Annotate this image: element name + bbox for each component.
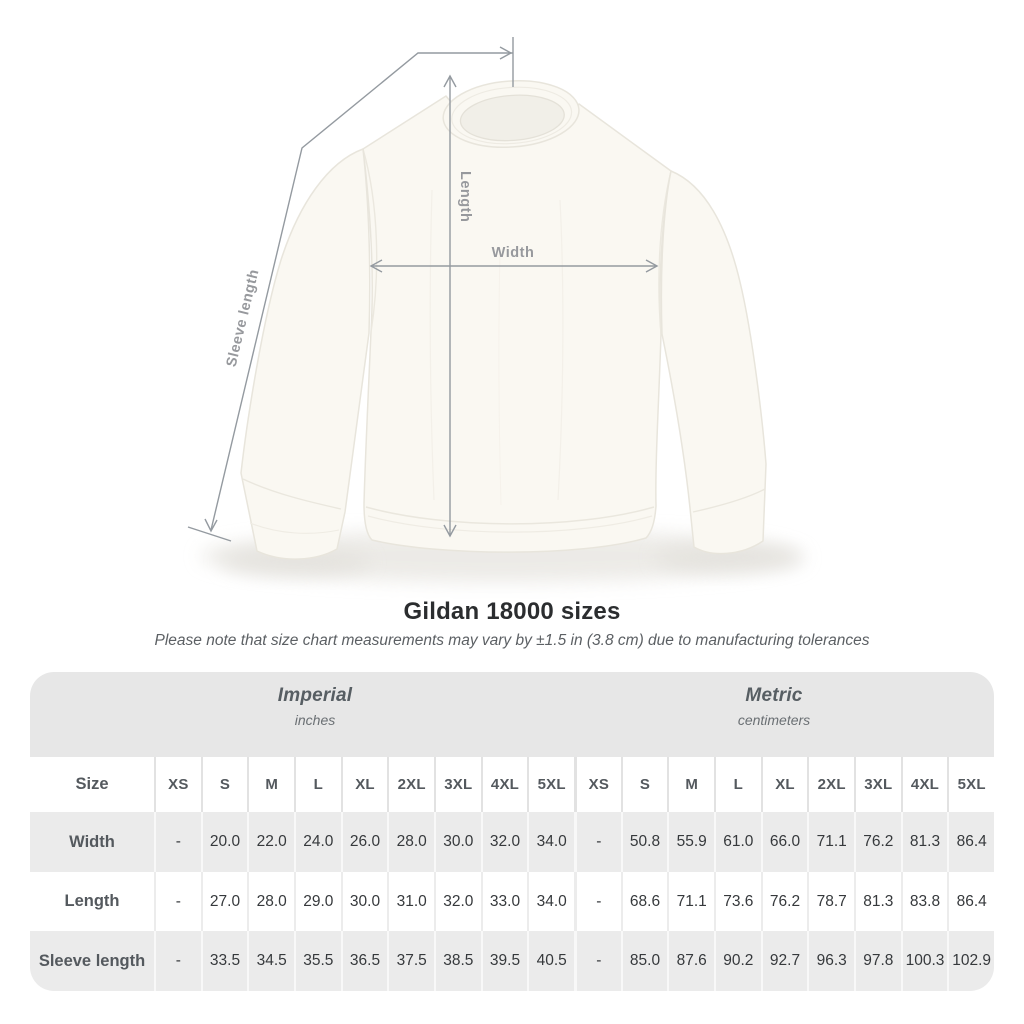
value-cell: 102.9: [947, 931, 994, 991]
value-cell: 33.0: [481, 872, 528, 931]
value-cell: 30.0: [341, 872, 388, 931]
length-label: Length: [457, 171, 473, 223]
col-header: 3XL: [434, 757, 481, 812]
col-header: 3XL: [854, 757, 901, 812]
col-header: L: [714, 757, 761, 812]
tolerance-note: Please note that size chart measurements may vary by ±1.5 in (3.8 cm) due to manufacturing tolerances: [154, 632, 870, 649]
value-cell: 38.5: [434, 931, 481, 991]
value-cell: 61.0: [714, 812, 761, 872]
col-header: 4XL: [481, 757, 528, 812]
imperial-label: Imperial: [277, 685, 353, 706]
size-table: [30, 672, 994, 991]
unit-band: [30, 672, 994, 757]
value-cell: 24.0: [294, 812, 341, 872]
value-cell: 68.6: [621, 872, 668, 931]
value-cell: -: [154, 812, 201, 872]
value-cell: 36.5: [341, 931, 388, 991]
value-cell: 37.5: [387, 931, 434, 991]
col-header: 2XL: [807, 757, 854, 812]
imperial-group-header: [278, 685, 352, 728]
row-label: Length: [30, 872, 154, 931]
col-header: 2XL: [387, 757, 434, 812]
value-cell: 71.1: [807, 812, 854, 872]
value-cell: 86.4: [947, 812, 994, 872]
metric-label: Metric: [745, 685, 803, 706]
value-cell: 90.2: [714, 931, 761, 991]
sleeve-length-label: Sleeve length: [223, 267, 263, 369]
row-label: Sleeve length: [30, 931, 154, 991]
col-header: S: [621, 757, 668, 812]
col-header: XL: [341, 757, 388, 812]
value-cell: 34.5: [247, 931, 294, 991]
value-cell: 83.8: [901, 872, 948, 931]
value-cell: 32.0: [481, 812, 528, 872]
size-corner-header: Size: [30, 757, 154, 812]
metric-group-header: [738, 685, 810, 728]
value-cell: 81.3: [854, 872, 901, 931]
value-cell: 71.1: [667, 872, 714, 931]
value-cell: 39.5: [481, 931, 528, 991]
value-cell: 34.0: [527, 812, 574, 872]
value-cell: 28.0: [247, 872, 294, 931]
title-block: [0, 597, 1024, 650]
value-cell: -: [574, 872, 621, 931]
value-cell: 66.0: [761, 812, 808, 872]
col-header: M: [247, 757, 294, 812]
value-cell: 40.5: [527, 931, 574, 991]
value-cell: 30.0: [434, 812, 481, 872]
size-grid: [30, 757, 994, 991]
value-cell: 20.0: [201, 812, 248, 872]
row-label: Width: [30, 812, 154, 872]
col-header: M: [667, 757, 714, 812]
value-cell: 55.9: [667, 812, 714, 872]
value-cell: 86.4: [947, 872, 994, 931]
col-header: XL: [761, 757, 808, 812]
value-cell: 100.3: [901, 931, 948, 991]
value-cell: 27.0: [201, 872, 248, 931]
page-title: Gildan 18000 sizes: [403, 598, 621, 625]
value-cell: 92.7: [761, 931, 808, 991]
metric-unit: centimeters: [737, 712, 811, 728]
value-cell: 78.7: [807, 872, 854, 931]
col-header: 4XL: [901, 757, 948, 812]
value-cell: 28.0: [387, 812, 434, 872]
sweatshirt-left-sleeve: [241, 149, 370, 559]
value-cell: 81.3: [901, 812, 948, 872]
value-cell: -: [154, 872, 201, 931]
value-cell: 85.0: [621, 931, 668, 991]
col-header: XS: [154, 757, 201, 812]
value-cell: 34.0: [527, 872, 574, 931]
value-cell: 76.2: [854, 812, 901, 872]
value-cell: -: [154, 931, 201, 991]
value-cell: 96.3: [807, 931, 854, 991]
value-cell: 26.0: [341, 812, 388, 872]
value-cell: 32.0: [434, 872, 481, 931]
col-header: 5XL: [527, 757, 574, 812]
width-label: Width: [491, 245, 535, 261]
value-cell: 22.0: [247, 812, 294, 872]
value-cell: 35.5: [294, 931, 341, 991]
value-cell: 73.6: [714, 872, 761, 931]
value-cell: 33.5: [201, 931, 248, 991]
value-cell: 31.0: [387, 872, 434, 931]
value-cell: -: [574, 812, 621, 872]
value-cell: 97.8: [854, 931, 901, 991]
sweatshirt-body: [363, 96, 671, 552]
col-header: XS: [574, 757, 621, 812]
value-cell: 29.0: [294, 872, 341, 931]
col-header: S: [201, 757, 248, 812]
col-header: L: [294, 757, 341, 812]
imperial-unit: inches: [294, 712, 336, 728]
value-cell: 87.6: [667, 931, 714, 991]
value-cell: -: [574, 931, 621, 991]
col-header: 5XL: [947, 757, 994, 812]
value-cell: 76.2: [761, 872, 808, 931]
value-cell: 50.8: [621, 812, 668, 872]
sweatshirt-garment: [241, 76, 766, 559]
